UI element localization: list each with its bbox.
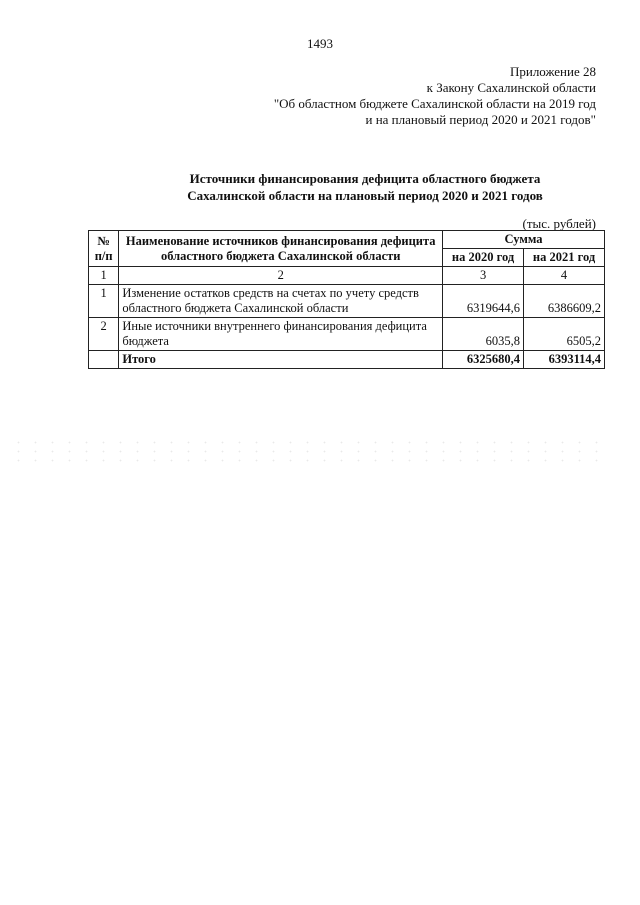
row-num: 1 bbox=[89, 285, 119, 318]
header-year-2021: на 2021 год bbox=[524, 249, 605, 267]
table-row bbox=[89, 318, 605, 351]
total-value-2020: 6325680,4 bbox=[443, 351, 524, 369]
appendix-line-3: "Об областном бюджете Сахалинской области на 2019 год bbox=[273, 96, 596, 111]
row-num: 2 bbox=[89, 318, 119, 351]
col-number: 4 bbox=[524, 267, 605, 285]
appendix-line-4: и на плановый период 2020 и 2021 годов" bbox=[365, 112, 596, 127]
units-label: (тыс. рублей) bbox=[522, 216, 596, 231]
table-header-row bbox=[89, 231, 605, 249]
row-name: Изменение остатков средств на счетах по учету средств областного бюджета Сахалинской области bbox=[119, 285, 443, 318]
financing-sources-table bbox=[88, 230, 605, 369]
col-number: 3 bbox=[443, 267, 524, 285]
row-name: Иные источники внутреннего финансирования дефицита бюджета bbox=[119, 318, 443, 351]
header-year-2020: на 2020 год bbox=[443, 249, 524, 267]
title-line-1: Источники финансирования дефицита областного бюджета bbox=[189, 171, 541, 186]
header-sum: Сумма bbox=[443, 231, 605, 249]
header-name: Наименование источников финансирования дефицита областного бюджета Сахалинской области bbox=[119, 231, 443, 267]
page-number: 1493 bbox=[307, 36, 333, 51]
total-value-2021: 6393114,4 bbox=[524, 351, 605, 369]
row-value-2021: 6505,2 bbox=[524, 318, 605, 351]
appendix-line-1: Приложение 28 bbox=[509, 64, 596, 79]
header-num: № п/п bbox=[89, 231, 119, 267]
document-title bbox=[0, 170, 640, 204]
scan-noise bbox=[10, 438, 610, 468]
row-value-2020: 6035,8 bbox=[443, 318, 524, 351]
appendix-line-2: к Закону Сахалинской области bbox=[426, 80, 596, 95]
col-number: 1 bbox=[89, 267, 119, 285]
row-value-2021: 6386609,2 bbox=[524, 285, 605, 318]
total-num bbox=[89, 351, 119, 369]
table-row bbox=[89, 285, 605, 318]
title-line-2: Сахалинской области на плановый период 2020 и 2021 годов bbox=[187, 188, 543, 203]
column-numbers-row bbox=[89, 267, 605, 285]
row-value-2020: 6319644,6 bbox=[443, 285, 524, 318]
appendix-header bbox=[274, 64, 596, 128]
total-label: Итого bbox=[119, 351, 443, 369]
total-row bbox=[89, 351, 605, 369]
col-number: 2 bbox=[119, 267, 443, 285]
